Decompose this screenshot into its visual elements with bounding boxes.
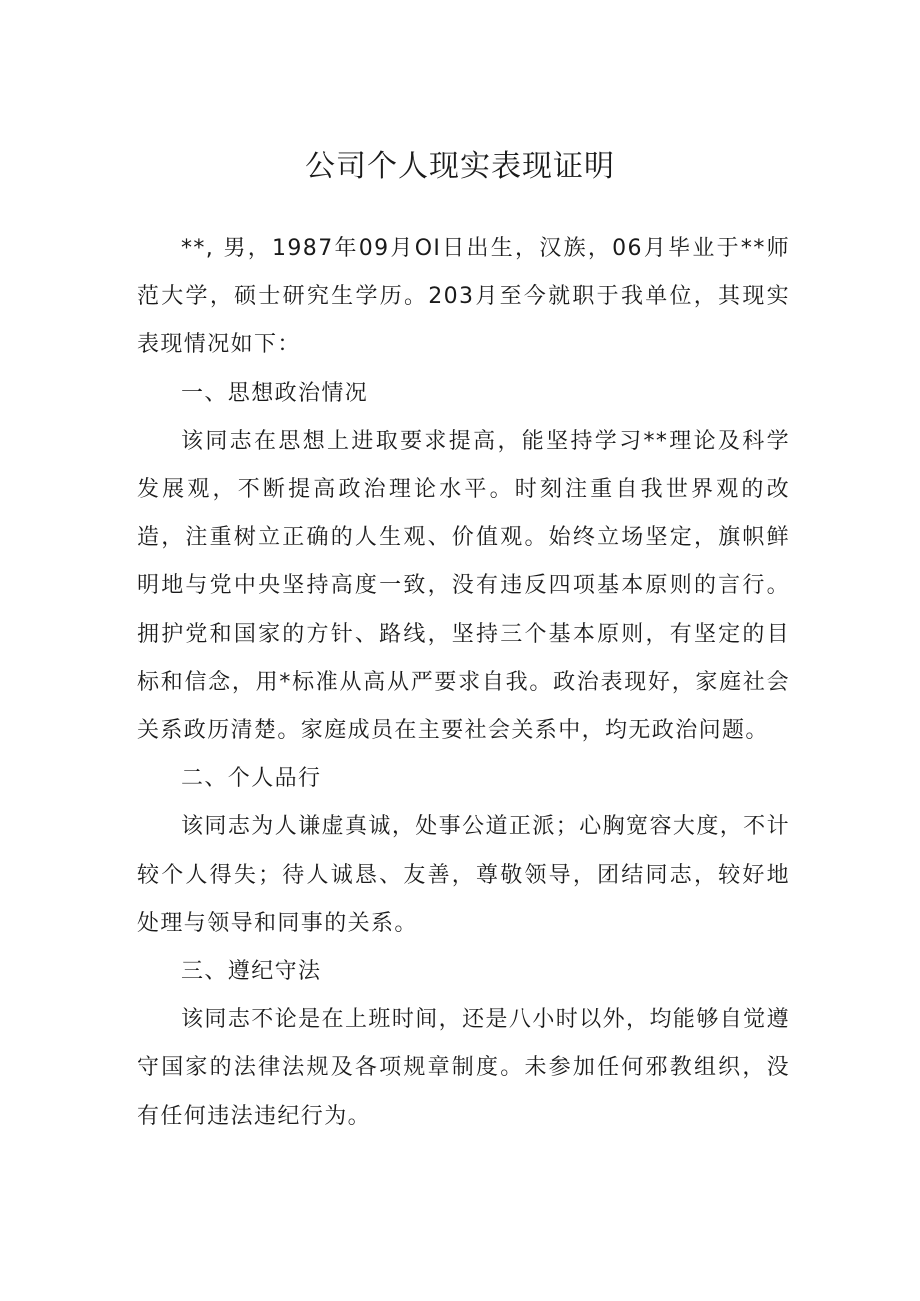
section-heading-political: 一、思想政治情况 — [181, 380, 369, 406]
document-title: 公司个人现实表现证明 — [305, 149, 615, 184]
section-heading-law: 三、遵纪守法 — [181, 959, 322, 985]
section-text-conduct: 该同志为人谦虚真诚，处事公道正派；心胸宽容大度，不计较个人得失；待人诚恳、友善，尊敬领导，团结同志，较好地处理与领导和同事的关系。 — [137, 814, 790, 936]
section-text-political: 该同志在思想上进取要求提高，能坚持学习**理论及科学发展观，不断提高政治理论水平。时刻注重自我世界观的改造，注重树立正确的人生观、价值观。始终立场坚定，旗帜鲜明地与党中央坚持高度一致，没有违反四项基本原则的言行。拥护党和国家的方针、路线，坚持三个基本原则，有坚定的目标和信念，用*标准从高从严要求自我。政治表现好，家庭社会关系政历清楚。家庭成员在主要社会关系中，均无政治问题。 — [137, 428, 790, 744]
section-heading-conduct: 二、个人品行 — [181, 766, 322, 792]
document-body — [137, 225, 790, 1141]
intro-paragraph: **, 男，1987年09月OI日出生，汉族，06月毕业于**师范大学，硕士研究生学历。203月至今就职于我单位，其现实表现情况如下： — [137, 236, 790, 358]
section-text-law: 该同志不论是在上班时间，还是八小时以外，均能够自觉遵守国家的法律法规及各项规章制度。未参加任何邪教组织，没有任何违法违纪行为。 — [137, 1007, 790, 1129]
